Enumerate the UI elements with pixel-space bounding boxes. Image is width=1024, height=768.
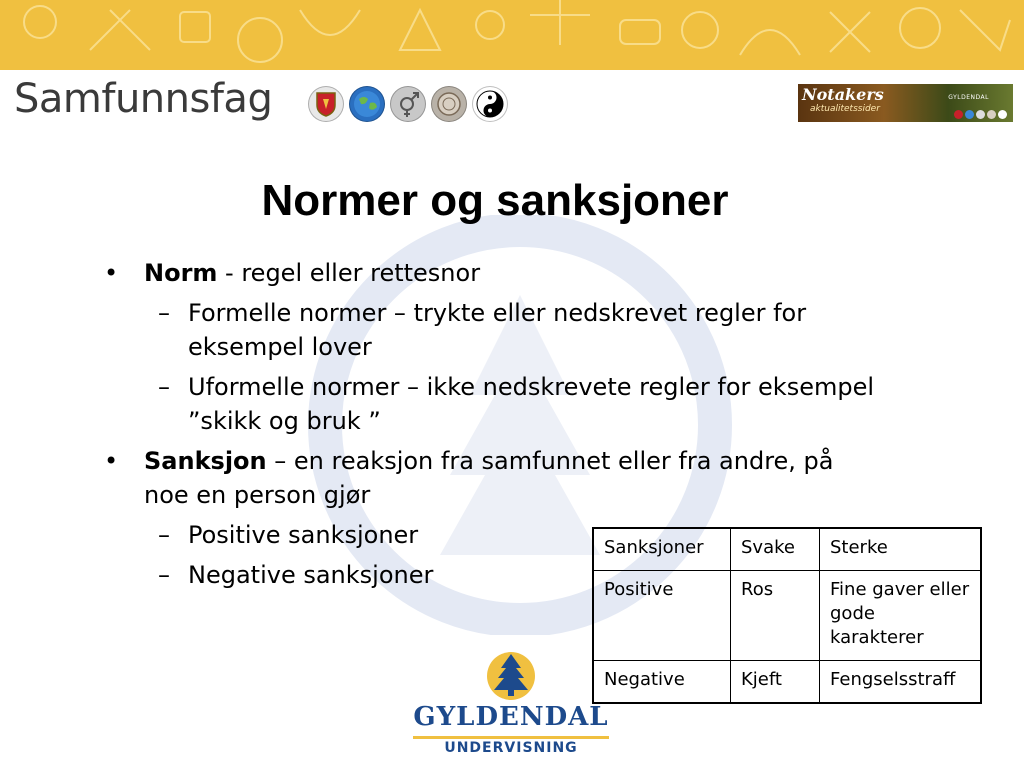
table-row: [593, 571, 981, 661]
sub-bullet-informal: [104, 370, 884, 438]
coat-of-arms-mini-icon: [954, 110, 963, 119]
subject-icons: [308, 86, 508, 122]
notakers-banner[interactable]: [798, 84, 1013, 122]
slide-title: Normer og sanksjoner: [261, 176, 729, 225]
dash-marker: –: [158, 299, 170, 327]
gyldendal-name: GYLDENDAL: [413, 702, 609, 732]
yin-yang-icon[interactable]: [472, 86, 508, 122]
table-header-cell: Svake: [731, 528, 820, 571]
notakers-icon-row: [954, 110, 1007, 119]
gyldendal-subtitle: UNDERVISNING: [444, 740, 578, 756]
sanksjon-definition: – en reaksjon fra samfunnet eller fra andre, på noe en person gjør: [144, 447, 834, 509]
norm-definition: - regel eller rettesnor: [217, 259, 481, 287]
globe-mini-icon: [965, 110, 974, 119]
term-norm: Norm: [144, 259, 218, 287]
bullet-dot: •: [104, 447, 119, 475]
tree-icon: [405, 650, 617, 700]
table-cell: Fengselsstraff: [820, 661, 982, 704]
notakers-subtitle: aktualitetssider: [810, 104, 880, 114]
logo-divider: [413, 736, 609, 739]
positive-sanctions-text: Positive sanksjoner: [188, 521, 419, 549]
dash-marker: –: [158, 561, 170, 589]
gyldendal-logo: [405, 650, 617, 760]
notakers-publisher: GYLDENDAL: [948, 94, 989, 101]
dash-marker: –: [158, 373, 170, 401]
term-sanksjon: Sanksjon: [144, 447, 267, 475]
sub-bullet-formal: [104, 296, 884, 364]
table-cell: Ros: [731, 571, 820, 661]
table-header-cell: Sterke: [820, 528, 982, 571]
table-header-row: [593, 528, 981, 571]
gender-icon[interactable]: [390, 86, 426, 122]
dash-marker: –: [158, 521, 170, 549]
brand-title: Samfunnsfag: [14, 76, 273, 122]
globe-icon[interactable]: [349, 86, 385, 122]
banner-pattern: [0, 0, 1024, 70]
bullet-dot: •: [104, 259, 119, 287]
table-header-cell: Sanksjoner: [593, 528, 731, 571]
top-banner: [0, 0, 1024, 70]
coin-icon[interactable]: [431, 86, 467, 122]
table-row: [593, 661, 981, 704]
table-cell: Fine gaver eller gode karakterer: [820, 571, 982, 661]
informal-norms-text: Uformelle normer – ikke nedskrevete regler for eksempel ”skikk og bruk ”: [188, 373, 875, 435]
coat-of-arms-icon[interactable]: [308, 86, 344, 122]
negative-sanctions-text: Negative sanksjoner: [188, 561, 434, 589]
table-cell: Kjeft: [731, 661, 820, 704]
gender-mini-icon: [976, 110, 985, 119]
bullet-sanksjon: [104, 444, 844, 512]
formal-norms-text: Formelle normer – trykte eller nedskrevet regler for eksempel lover: [188, 299, 807, 361]
sanctions-table: [592, 527, 982, 704]
header: [0, 70, 1024, 132]
notakers-title: Notakers: [802, 85, 884, 104]
coin-mini-icon: [987, 110, 996, 119]
yin-yang-mini-icon: [998, 110, 1007, 119]
bullet-norm: [104, 256, 884, 290]
table-cell: Negative: [593, 661, 731, 704]
table-cell: Positive: [593, 571, 731, 661]
